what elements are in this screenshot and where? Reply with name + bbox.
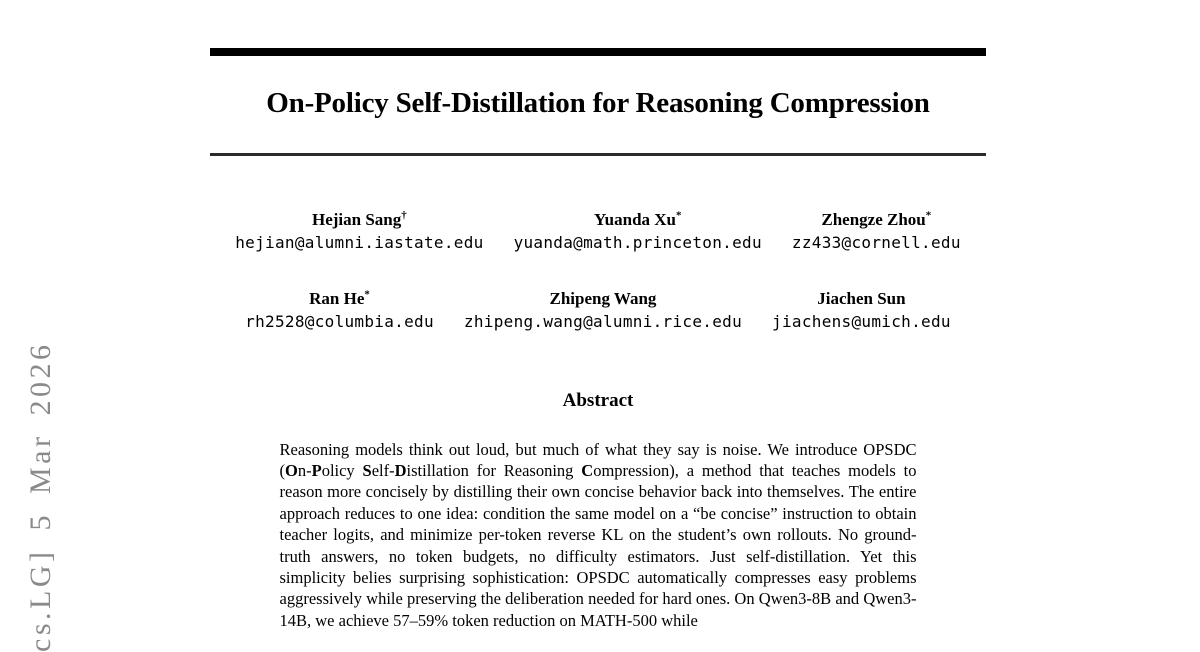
abstract-text-run: Reasoning models think out loud, but much of what they say is noise. We introduce OPSDC (	[279, 439, 917, 480]
abstract-text-run: n-	[297, 460, 312, 480]
author-name-text: Jiachen Sun	[817, 288, 906, 308]
author-row-1	[210, 208, 986, 253]
author-affiliation-mark: *	[364, 287, 370, 300]
author-affiliation-mark: *	[676, 208, 682, 221]
abstract-text-run: elf-	[371, 460, 395, 480]
author-email: yuanda@math.princeton.edu	[513, 232, 762, 252]
abstract-text	[280, 439, 917, 632]
author-block	[772, 287, 951, 332]
author-email: rh2528@columbia.edu	[245, 311, 434, 331]
title-rule-bottom	[210, 153, 986, 156]
author-name	[245, 287, 434, 310]
author-email: zhipeng.wang@alumni.rice.edu	[463, 311, 743, 331]
abstract-text-run: ompression), a method that teaches models to reason more concisely by distilling their own concise behavior back into themselves. The entire approach reduces to one idea: condition the same model on a “be concise” instruction to obtain teacher logits, and minimize per-token reverse KL on the student’s own rollouts. No ground-truth answers, no token budgets, no difficulty estimators. Just self-distillation. Yet this simplicity belies surprising sophistication: OPSDC automatically compresses easy problems aggressively while preserving the deliberation needed for hard ones. On Qwen3-8B and Qwen3-14B, we achieve 57–59% token reduction on MATH-500 while	[279, 460, 917, 630]
author-row-2	[210, 287, 986, 332]
paper-content	[210, 0, 986, 631]
author-name	[514, 208, 762, 231]
abstract-acronym-letter: D	[394, 460, 407, 480]
paper-title: On-Policy Self-Distillation for Reasoning Compression	[266, 87, 930, 119]
author-block	[464, 287, 742, 332]
author-block	[235, 208, 483, 253]
author-affiliation-mark: *	[925, 208, 932, 221]
author-affiliation-mark: †	[401, 208, 407, 221]
abstract-acronym-letter: C	[581, 460, 594, 480]
title-rule-top	[210, 48, 986, 56]
author-block	[245, 287, 434, 332]
abstract-acronym-letter: S	[362, 460, 372, 480]
author-name	[235, 208, 483, 231]
abstract-acronym-letter: O	[285, 460, 298, 480]
abstract-text-run: olicy	[321, 460, 363, 480]
author-name	[792, 208, 961, 231]
author-email: zz433@cornell.edu	[791, 232, 961, 252]
author-name	[772, 287, 951, 310]
author-name	[464, 287, 742, 310]
author-email: jiachens@umich.edu	[772, 311, 951, 331]
author-name-text: Ran He	[309, 288, 365, 308]
abstract-acronym-letter: P	[311, 460, 322, 480]
abstract-text-run: istillation for Reasoning	[406, 460, 582, 480]
arxiv-watermark: cs.LG] 5 Mar 2026	[24, 341, 57, 652]
author-name-text: Hejian Sang	[312, 209, 402, 229]
author-name-text: Zhengze Zhou	[821, 209, 926, 229]
abstract-heading: Abstract	[562, 389, 634, 411]
author-block	[792, 208, 961, 253]
author-name-text: Yuanda Xu	[593, 209, 676, 229]
author-email: hejian@alumni.iastate.edu	[235, 232, 484, 252]
author-block	[514, 208, 762, 253]
author-name-text: Zhipeng Wang	[549, 288, 657, 308]
